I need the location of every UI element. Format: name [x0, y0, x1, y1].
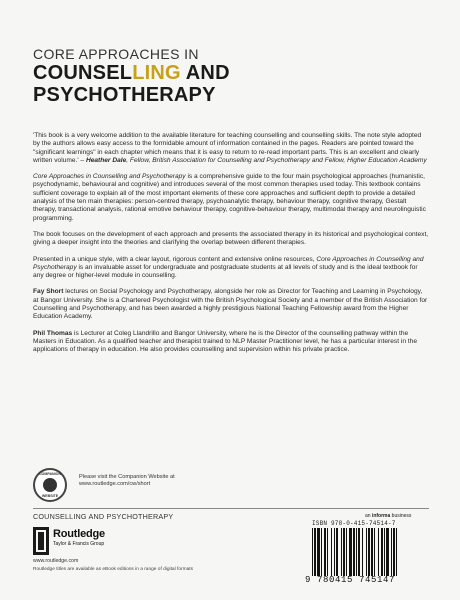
- companion-website-badge-icon: [33, 468, 67, 502]
- barcode-bar: [336, 528, 338, 576]
- barcode-bar: [327, 528, 328, 576]
- barcode-bar: [349, 528, 352, 576]
- barcode-bar: [312, 528, 313, 576]
- endorsement-quote: 'This book is a very welcome addition to the available literature for teaching counselling and counselling skills. The note style adopted by the authors allows easy access to the formidable amount of information contained in the pages. Readers are pointed toward the "significant learnings" in each chapter which means that it is easy to return to re-read important parts. This is an excellent and clearly written volume.' –: [33, 132, 422, 164]
- informa-word: informa: [371, 513, 391, 519]
- companion-line1: Please visit the Companion Website at: [79, 474, 175, 480]
- routledge-logo-icon: [33, 527, 49, 555]
- barcode-bar: [314, 528, 316, 576]
- author-name-thomas: Phil Thomas: [33, 329, 73, 337]
- description-book-title: Core Approaches in Counselling and Psychotherapy: [33, 173, 186, 181]
- audience-text-a: Presented in a unique style, with a clear layout, rigorous content and extensive online resources,: [33, 255, 317, 263]
- author-bio-short-text: lectures on Social Psychology and Psychotherapy, alongside her role as Director for Teaching and Learning in Psychology, at Bangor University. She is a Chartered Psychologist with the British Psychological Society and a member of the British Association for Counselling and Psychotherapy, and has been awarded a highly prestigious National Teaching Fellowship award from the Higher Education Academy.: [33, 288, 428, 321]
- author-name-short: Fay Short: [33, 288, 64, 296]
- book-title-block: [33, 46, 433, 106]
- barcode-bar: [334, 528, 335, 576]
- ebook-note: Routledge titles are available as eBook editions in a range of digital formats: [33, 567, 193, 572]
- title-line1-part2: AND: [180, 62, 230, 84]
- badge-center-dot: [43, 478, 57, 492]
- subject-category: COUNSELLING AND PSYCHOTHERAPY: [33, 512, 174, 521]
- barcode-bar: [391, 528, 392, 576]
- title-line2: PSYCHOTHERAPY: [33, 84, 216, 106]
- barcode-bar: [396, 528, 397, 576]
- companion-website-block: [33, 468, 233, 504]
- informa-prefix: an: [365, 513, 372, 519]
- companion-url: www.routledge.com/cw/short: [79, 481, 151, 487]
- audience-book-title: Core Approaches in Counselling and Psychotherapy: [33, 255, 424, 271]
- barcode-bar: [393, 528, 395, 576]
- isbn-label: ISBN 978-0-415-74514-7: [312, 520, 396, 527]
- barcode-bar: [353, 528, 355, 576]
- barcode-bar: [317, 528, 320, 576]
- companion-website-text: [79, 474, 175, 488]
- badge-top-text: COMPANION: [38, 472, 62, 476]
- title-line1-part1: COUNSEL: [33, 62, 133, 84]
- informa-business-label: [365, 513, 411, 519]
- book-title: [33, 62, 433, 106]
- description-text: is a comprehensive guide to the four main psychological approaches (humanistic, psychodynamic, behavioural and cognitive) and introduces several of the most common therapies used today. This textbook contains sufficient coverage to explain all of the most important elements of these core approaches and sufficient depth to provide a detailed analysis of the ten main therapies: person-centred therapy, psychoanalytic therapy, behaviour therapy, cognitive therapy, Gestalt therapy, transactional analysis, rational emotive behaviour therapy, cognitive-behaviour therapy, multimodal therapy and neurolinguistic programming.: [33, 173, 426, 222]
- publisher-group: Taylor & Francis Group: [53, 541, 105, 547]
- footer-divider: [33, 508, 429, 509]
- book-supertitle: CORE APPROACHES IN: [33, 46, 199, 62]
- endorsement-paragraph: [33, 132, 429, 165]
- audience-text-b: is an invaluable asset for undergraduate and postgraduate students at all levels of study and is the ideal textbook for any degree or higher-level module in counselling.: [33, 263, 418, 280]
- endorsement-affiliation: , Fellow, British Association for Counselling and Psychotherapy and Fellow, Higher Education Academy: [126, 156, 427, 164]
- barcode-bar: [324, 528, 326, 576]
- barcode-bar: [374, 528, 375, 576]
- barcode-bar: [346, 528, 347, 576]
- barcode-bar: [358, 528, 360, 576]
- barcode-bar: [343, 528, 345, 576]
- description-paragraph: [33, 173, 429, 223]
- barcode-bar: [331, 528, 332, 576]
- publisher-name: Routledge: [53, 528, 105, 540]
- author-bio-thomas: [33, 330, 429, 355]
- informa-suffix: business: [390, 513, 412, 519]
- barcode-bar: [378, 528, 379, 576]
- barcode-bar: [371, 528, 373, 576]
- barcode-bar: [366, 528, 367, 576]
- badge-bottom-text: WEBSITE: [41, 494, 59, 498]
- barcode-bar: [386, 528, 389, 576]
- barcode-bar: [368, 528, 370, 576]
- barcode-digits: 9 780415 745147: [305, 575, 396, 585]
- endorsement-author: Heather Dale: [85, 156, 127, 164]
- barcode-bar: [341, 528, 342, 576]
- publisher-url: www.routledge.com: [33, 558, 79, 564]
- barcode-bar: [362, 528, 363, 576]
- focus-paragraph: The book focuses on the development of each approach and presents the associated therapy in its historical and psychological context, giving a deeper insight into the theories and clarifying the overlap between different therapies.: [33, 230, 429, 247]
- audience-paragraph: [33, 256, 429, 281]
- author-bio-short: [33, 288, 429, 321]
- barcode-bar: [321, 528, 322, 576]
- barcode-bar: [356, 528, 357, 576]
- author-bio-thomas-text: is Lecturer at Coleg Llandrillo and Bangor University, where he is the Director of the counselling pathway within the Masters in Education. As a qualified teacher and therapist trained to NLP Master Practitioner level, he has a particular interest in the applications of therapy in education. He also provides counselling and supervision within his private practice.: [33, 329, 417, 354]
- barcode-bar: [384, 528, 385, 576]
- barcode-bar: [381, 528, 383, 576]
- blurb: [33, 132, 429, 363]
- barcode-icon: [312, 528, 430, 576]
- title-line1-highlight: LING: [132, 62, 181, 84]
